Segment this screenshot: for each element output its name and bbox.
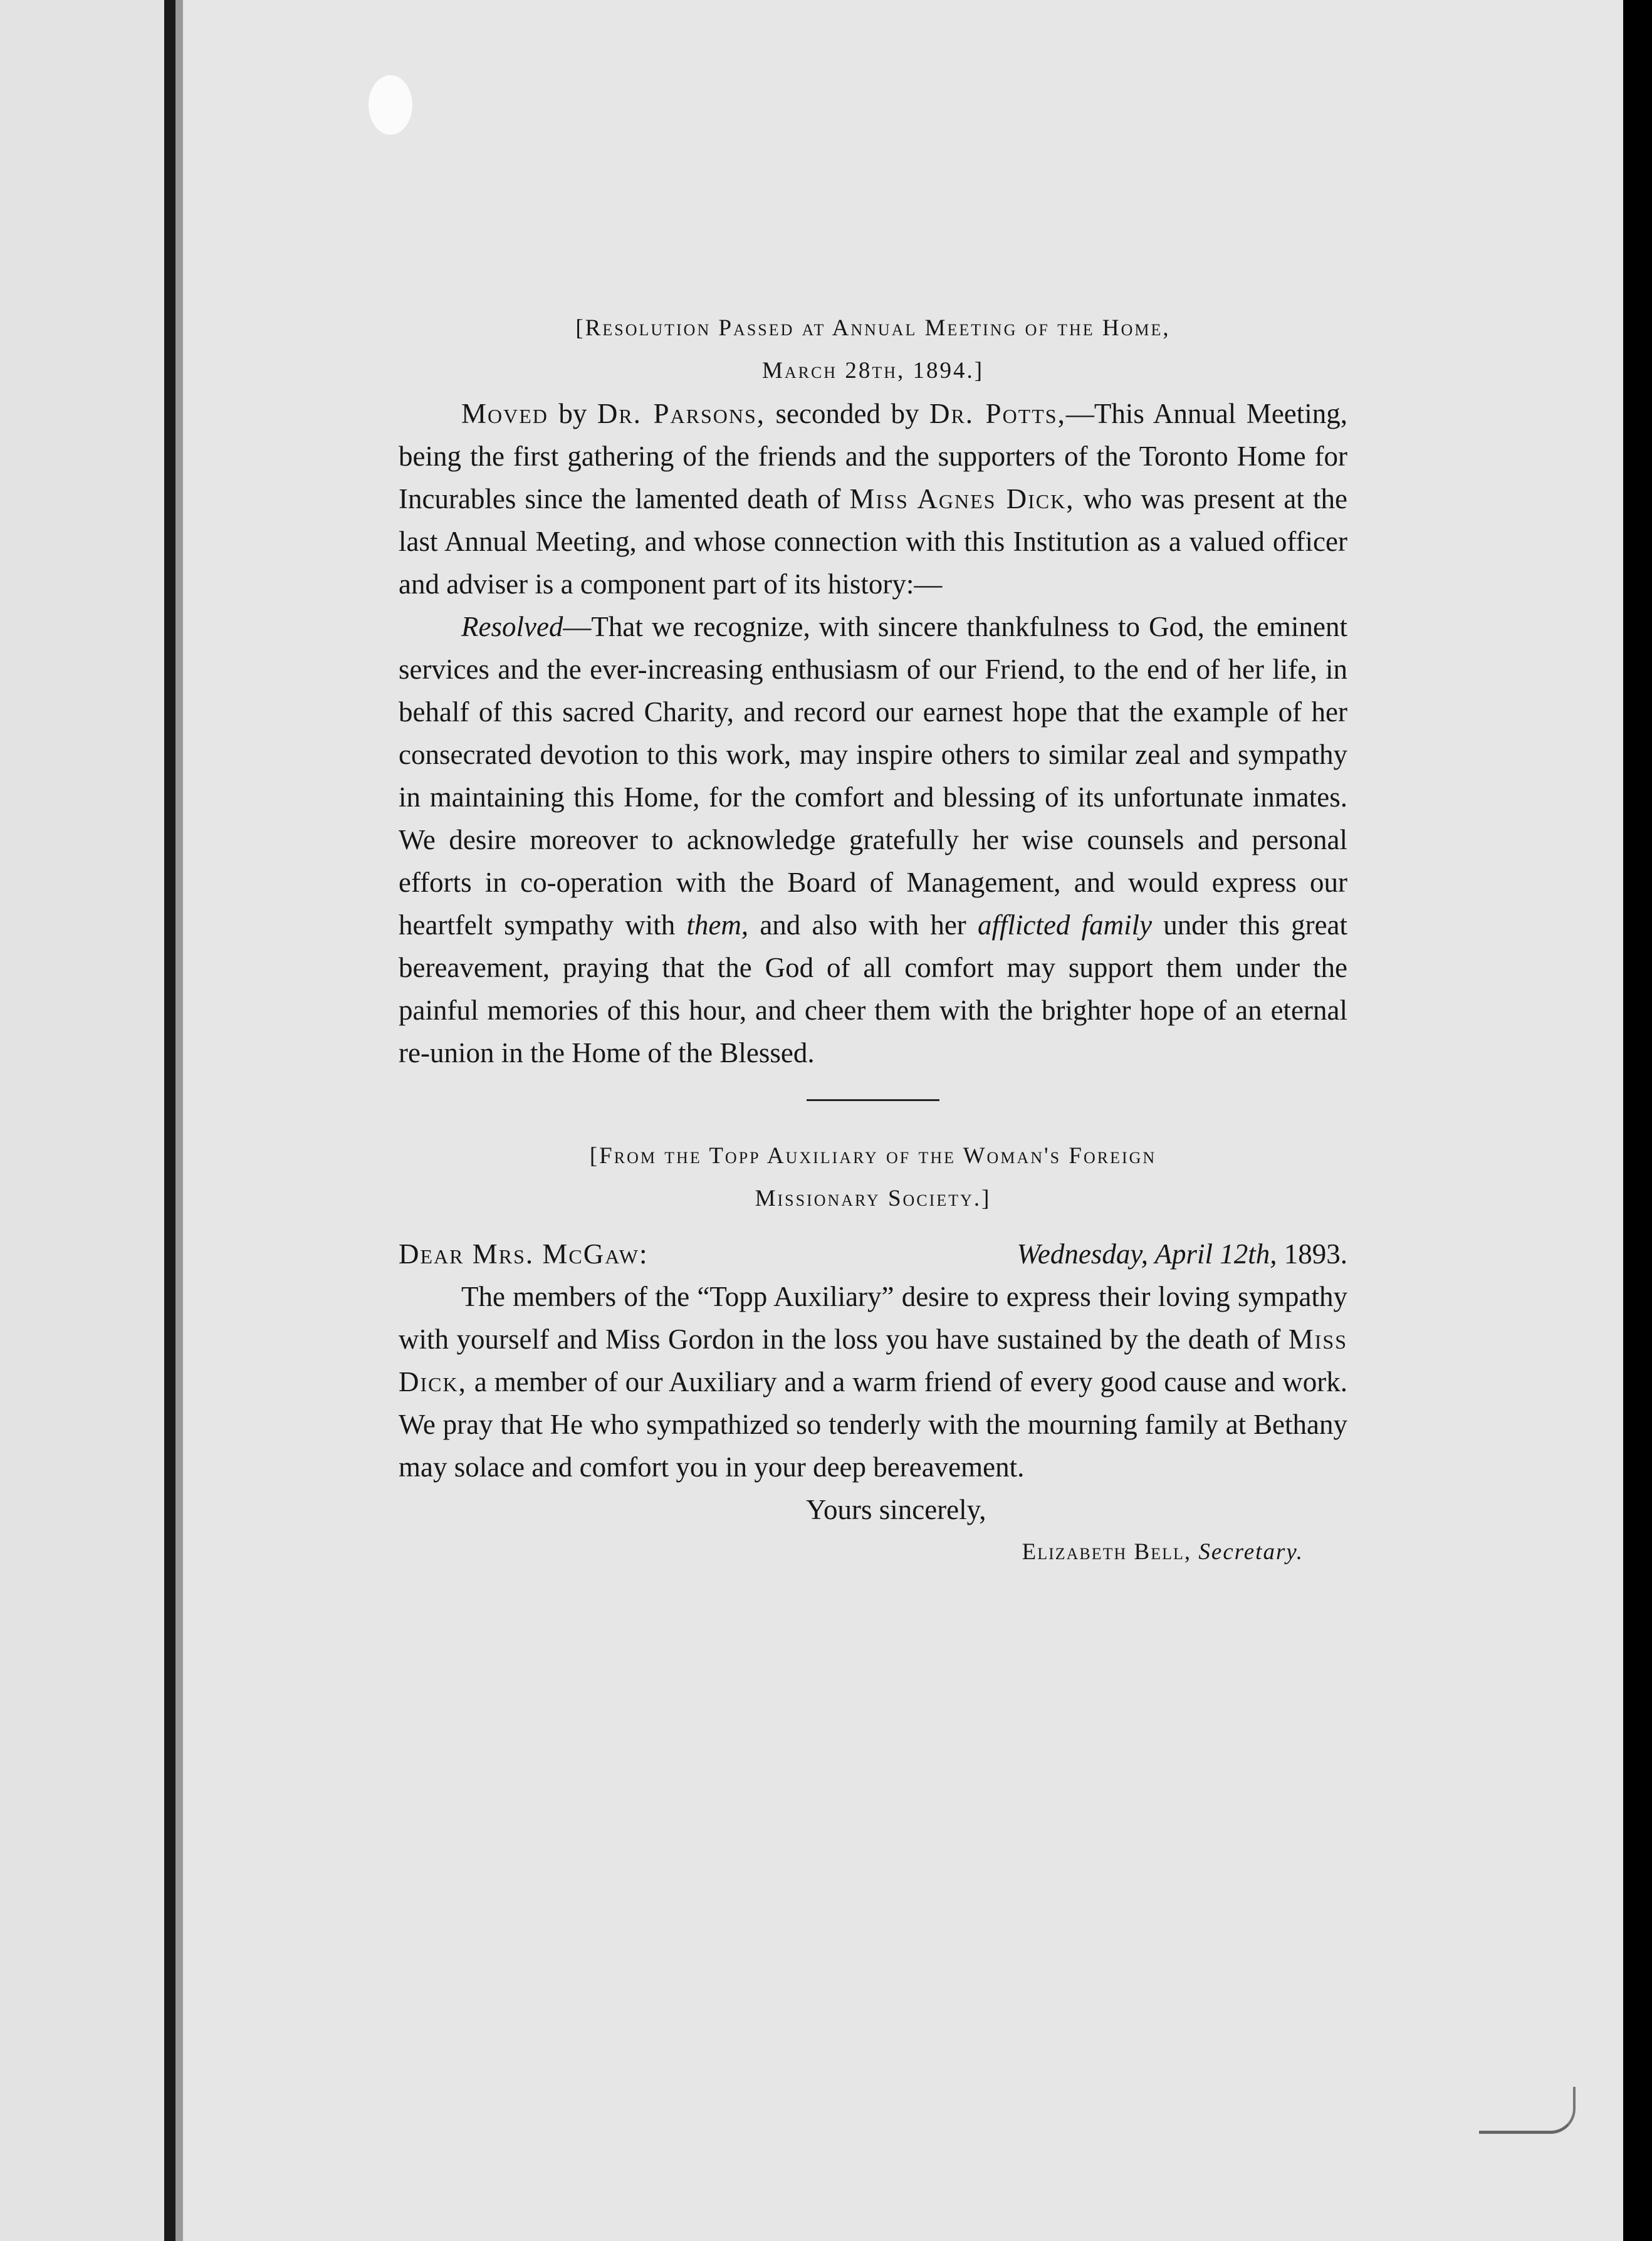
- date-weekday: Wednesday, April 12th,: [1017, 1238, 1277, 1270]
- motion-text-3: —This Annual Meeting, being the first gathering of the friends and the supporters of the Toronto Home for Incurables since the lamented death of: [399, 398, 1348, 515]
- page-content: [399, 307, 1347, 1574]
- letter-signature: [399, 1531, 1347, 1574]
- signer-name: Elizabeth Bell,: [1022, 1539, 1192, 1565]
- resolved-word: Resolved: [461, 611, 563, 642]
- resolved-text-1: —That we recognize, with sincere thankfulness to God, the eminent services and the ever-increasing enthusiasm of our Friend, to the end of her life, in behalf of this sacred Charity, and record our earnest hope that the example of her consecrated devotion to this work, may inspire others to similar zeal and sympathy in maintaining this Home, for the comfort and blessing of its unfortunate inmates. We desire moreover to acknowledge gratefully her wise counsels and personal efforts in co-operation with the Board of Management, and would express our heartfelt sympathy with: [399, 611, 1347, 941]
- left-page-leaf: [0, 0, 164, 2241]
- paper-stain: [369, 75, 412, 135]
- letter-heading-line2: Missionary Society.]: [755, 1186, 991, 1211]
- motion-text-2: seconded by: [765, 398, 929, 429]
- resolved-text-2: and also with her: [748, 909, 978, 941]
- resolution-heading-line2: March 28th, 1894.]: [761, 358, 985, 384]
- them-word: them,: [686, 909, 749, 941]
- letter-deceased-name: Miss Dick,: [399, 1324, 1347, 1397]
- motion-text-4: who was present at the last Annual Meeting, and whose connection with this Institution as a valued officer and adviser is a component part of its history:—: [399, 483, 1348, 600]
- letter-heading-line1: [From the Topp Auxiliary of the Woman's Foreign: [589, 1143, 1157, 1169]
- letter-header: [399, 1233, 1347, 1275]
- resolution-motion: [399, 392, 1347, 605]
- deceased-name: Miss Agnes Dick,: [849, 483, 1075, 515]
- motion-text-1: by: [548, 398, 597, 429]
- corner-mark: [1479, 2087, 1576, 2134]
- seconder-name: Dr. Potts,: [929, 398, 1066, 429]
- spine-edge: [175, 0, 183, 2241]
- mover-name: Dr. Parsons,: [597, 398, 766, 429]
- letter-body-text-1: The members of the “Topp Auxiliary” desire to express their loving sympathy with yourself and Miss Gordon in the loss you have sustained by the death of: [399, 1281, 1347, 1355]
- moved-word: Moved: [461, 398, 548, 429]
- signer-title: Secretary.: [1198, 1539, 1304, 1565]
- letter-date: [1017, 1233, 1348, 1275]
- resolution-heading: [399, 307, 1347, 392]
- date-year: 1893.: [1277, 1238, 1347, 1270]
- resolution-resolved: [399, 605, 1347, 1074]
- letter-body-text-2: a member of our Auxiliary and a warm friend of every good cause and work. We pray that He who sympathized so tenderly with the mourning family at Bethany may solace and comfort you in your deep bereavement.: [399, 1366, 1347, 1483]
- letter-body: [399, 1275, 1347, 1488]
- resolved-text-3: under this great bereavement, praying that the God of all comfort may support them under the painful memories of this hour, and cheer them with the brighter hope of an eternal re-union in the Home of the Blessed.: [399, 909, 1348, 1068]
- book-spine: [164, 0, 175, 2241]
- letter-heading: [399, 1135, 1347, 1220]
- letter-closing: Yours sincerely,: [806, 1494, 986, 1525]
- afflicted-family: afflicted family: [977, 909, 1153, 941]
- right-border: [1623, 0, 1652, 2241]
- section-divider: [807, 1099, 939, 1101]
- resolution-heading-line1: [Resolution Passed at Annual Meeting of the Home,: [575, 315, 1171, 341]
- salutation: Dear Mrs. McGaw:: [399, 1238, 649, 1270]
